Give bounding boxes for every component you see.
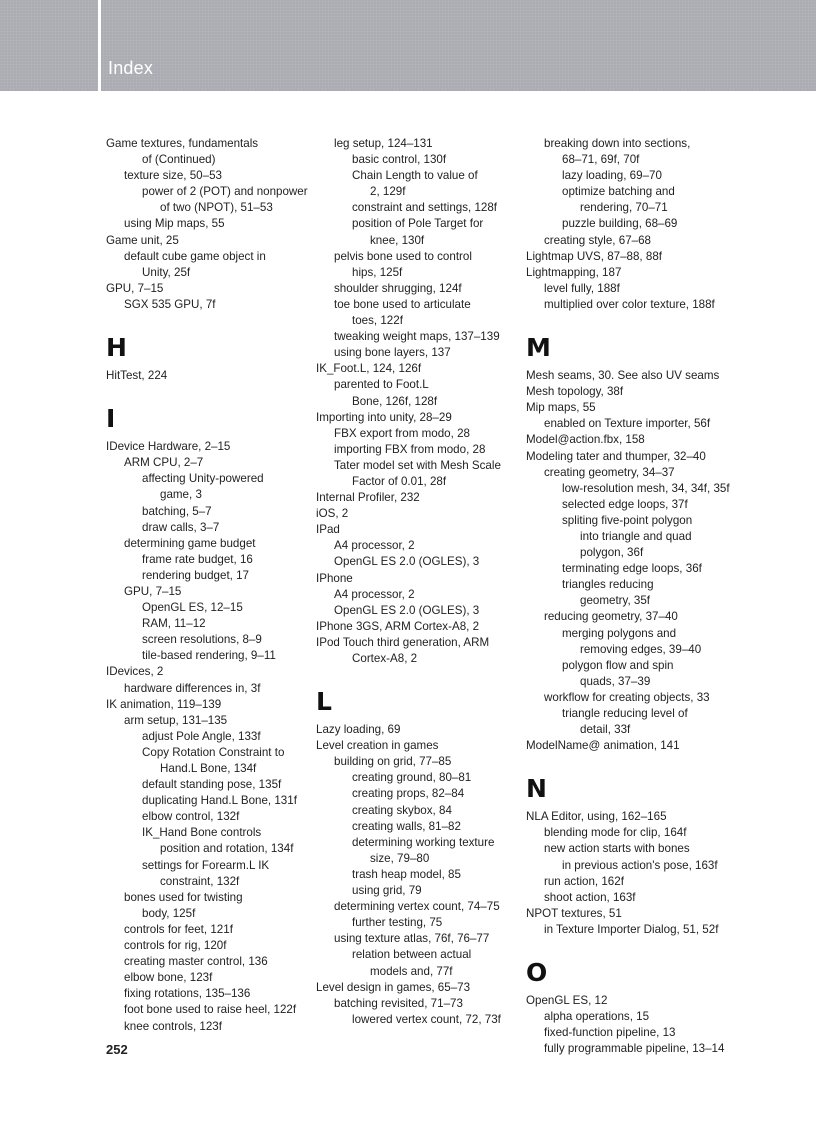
index-entry: A4 processor, 2 [334,539,415,553]
index-entry: new action starts with bones [544,842,690,856]
index-entry: size, 79–80 [370,851,430,865]
index-entry: settings for Forearm.L IK [142,858,270,872]
index-entry: breaking down into sections, [544,137,691,150]
index-entry: HitTest, 224 [106,369,168,383]
index-entry: workflow for creating objects, 33 [544,690,710,704]
index-entry: NLA Editor, using, 162–165 [526,810,667,824]
index-entry: knee, 130f [370,233,425,247]
index-entry: shoulder shrugging, 124f [334,281,462,295]
index-entry: detail, 33f [580,723,631,737]
index-entry: Hand.L Bone, 134f [160,762,257,775]
index-entry: NPOT textures, 51 [526,906,622,920]
index-entry: building on grid, 77–85 [334,755,452,769]
index-entry: spliting five-point polygon [562,513,693,527]
index-entry: Modeling tater and thumper, 32–40 [526,449,706,463]
section-letter-m: M [526,333,551,363]
index-entry: 68–71, 69f, 70f [562,153,640,167]
section-letter-i: I [106,404,116,434]
index-entry: creating geometry, 34–37 [544,465,675,479]
index-entry: A4 processor, 2 [334,587,415,601]
index-entry: creating walls, 81–82 [352,819,461,833]
index-entry: OpenGL ES, 12–15 [142,601,243,615]
index-entry: Chain Length to value of [352,169,478,183]
index-entry: SGX 535 GPU, 7f [124,297,216,311]
index-entry: optimize batching and [562,185,675,199]
index-entry: leg setup, 124–131 [334,137,433,150]
index-entry: using texture atlas, 76f, 76–77 [334,932,490,946]
index-entry: ModelName@ animation, 141 [526,739,680,753]
index-entry: Mesh seams, 30. See also UV seams [526,369,720,383]
index-entry: adjust Pole Angle, 133f [142,729,261,743]
index-entry: GPU, 7–15 [124,584,182,598]
index-entry: using grid, 79 [352,884,422,898]
index-entry: screen resolutions, 8–9 [142,633,262,647]
index-entry: foot bone used to raise heel, 122f [124,1003,297,1017]
index-entry: batching, 5–7 [142,504,212,518]
index-entry: Internal Profiler, 232 [316,491,420,505]
index-entry: creating style, 67–68 [544,233,651,247]
index-entry: determining vertex count, 74–75 [334,900,500,914]
index-entry: GPU, 7–15 [106,281,164,295]
index-entry: Cortex-A8, 2 [352,652,418,665]
index-entry: IK_Hand Bone controls [142,826,262,840]
index-entry: Factor of 0.01, 28f [352,474,447,488]
index-entry: Lightmapping, 187 [526,265,622,279]
index-entry: parented to Foot.L [334,378,429,392]
index-entry: determining game budget [124,536,256,550]
index-entry: Bone, 126f, 128f [352,394,438,408]
index-entry: ARM CPU, 2–7 [124,456,204,470]
section-letter-o: O [526,958,548,988]
index-entry: elbow bone, 123f [124,971,213,985]
index-entry: removing edges, 39–40 [580,642,702,656]
index-entry: shoot action, 163f [544,890,636,904]
index-entry: arm setup, 131–135 [124,713,228,727]
index-entry: trash heap model, 85 [352,867,461,881]
index-entry: toes, 122f [352,314,403,328]
index-entry: creating skybox, 84 [352,803,452,817]
page-number: 252 [106,1042,128,1057]
index-entry: lazy loading, 69–70 [562,169,662,183]
index-entry: Lazy loading, 69 [316,723,401,737]
index-entry: Unity, 25f [142,265,191,279]
index-entry: Importing into unity, 28–29 [316,410,452,424]
index-entry: selected edge loops, 37f [562,497,688,511]
section-letter-h: H [106,333,127,363]
index-entry: position and rotation, 134f [160,842,294,856]
header-title: Index [108,58,154,78]
index-entry: puzzle building, 68–69 [562,217,678,231]
index-entry: tweaking weight maps, 137–139 [334,330,500,344]
index-entry: position of Pole Target for [352,217,484,231]
index-entry: further testing, 75 [352,916,443,930]
index-entry: hips, 125f [352,265,403,279]
index-entry: constraint and settings, 128f [352,201,498,215]
index-entry: Game unit, 25 [106,233,179,247]
index-entry: controls for feet, 121f [124,922,233,936]
index-entry: using bone layers, 137 [334,346,451,360]
index-entry: Mip maps, 55 [526,401,596,415]
index-entry: quads, 37–39 [580,674,651,688]
index-entry: constraint, 132f [160,874,240,888]
index-entry: power of 2 (POT) and nonpower [142,185,308,199]
index-entry: using Mip maps, 55 [124,217,225,231]
index-entry: IDevice Hardware, 2–15 [106,440,231,454]
index-entry: IPhone [316,571,353,585]
index-entry: duplicating Hand.L Bone, 131f [142,794,297,808]
index-entry: multiplied over color texture, 188f [544,297,715,311]
index-entry: Level creation in games [316,739,439,753]
index-entry: Game textures, fundamentals [106,137,259,150]
index-entry: IK animation, 119–139 [106,697,222,711]
index-entry: controls for rig, 120f [124,939,227,953]
index-entry: FBX export from modo, 28 [334,426,470,440]
index-entry: rendering, 70–71 [580,201,668,215]
header-divider [98,0,101,91]
index-entry: IPad [316,523,340,537]
index-entry: polygon flow and spin [562,658,674,672]
index-entry: models and, 77f [370,964,453,978]
index-entry: default cube game object in [124,249,266,263]
index-entry: of two (NPOT), 51–53 [160,201,273,215]
index-entry: blending mode for clip, 164f [544,826,687,840]
index-entry: in Texture Importer Dialog, 51, 52f [544,922,719,936]
index-entry: Model@action.fbx, 158 [526,433,645,447]
index-entry: bones used for twisting [124,890,243,904]
index-entry: importing FBX from modo, 28 [334,442,486,456]
index-entry: RAM, 11–12 [142,617,206,631]
index-entry: creating props, 82–84 [352,787,465,801]
index-entry: determining working texture [352,835,495,849]
index-entry: IPhone 3GS, ARM Cortex-A8, 2 [316,619,480,633]
index-entry: game, 3 [160,488,202,502]
index-entry: batching revisited, 71–73 [334,996,463,1010]
index-entry: affecting Unity-powered [142,472,264,486]
index-entry: iOS, 2 [316,507,349,521]
index-entry: draw calls, 3–7 [142,520,220,534]
index-entry: IPod Touch third generation, ARM [316,635,490,649]
index-entry: Mesh topology, 38f [526,385,624,399]
index-column-2 [316,136,524,1028]
index-column-1 [106,136,316,1035]
index-entry: lowered vertex count, 72, 73f [352,1012,501,1026]
index-entry: tile-based rendering, 9–11 [142,649,276,663]
index-entry: Lightmap UVS, 87–88, 88f [526,249,662,263]
index-entry: IK_Foot.L, 124, 126f [316,362,422,376]
index-entry: low-resolution mesh, 34, 34f, 35f [562,481,730,495]
page-header [0,0,816,91]
index-entry: OpenGL ES 2.0 (OGLES), 3 [334,555,480,569]
index-entry: toe bone used to articulate [334,297,471,311]
index-entry: body, 125f [142,906,196,920]
index-entry: IDevices, 2 [106,665,164,679]
index-entry: pelvis bone used to control [334,249,472,263]
index-entry: fixed-function pipeline, 13 [544,1026,676,1040]
index-entry: hardware differences in, 3f [124,681,261,695]
index-entry: Level design in games, 65–73 [316,980,471,994]
index-column-3 [526,136,730,1057]
index-entry: frame rate budget, 16 [142,552,253,566]
index-entry: level fully, 188f [544,281,620,295]
index-entry: 2, 129f [370,185,406,199]
index-entry: terminating edge loops, 36f [562,562,702,576]
section-letter-n: N [526,774,547,804]
index-entry: creating master control, 136 [124,955,268,969]
index-entry: texture size, 50–53 [124,169,222,183]
index-entry: OpenGL ES 2.0 (OGLES), 3 [334,603,480,617]
index-entry: polygon, 36f [580,546,644,560]
index-entry: default standing pose, 135f [142,778,282,792]
index-entry: into triangle and quad [580,529,692,543]
index-entry: merging polygons and [562,626,677,640]
index-entry: run action, 162f [544,874,624,888]
index-entry: creating ground, 80–81 [352,771,472,785]
index-entry: elbow control, 132f [142,810,240,824]
index-entry: rendering budget, 17 [142,568,250,582]
index-entry: enabled on Texture importer, 56f [544,417,711,431]
index-entry: alpha operations, 15 [544,1010,650,1024]
index-entry: fully programmable pipeline, 13–14 [544,1042,725,1056]
index-entry: Copy Rotation Constraint to [142,745,285,759]
index-entry: reducing geometry, 37–40 [544,610,678,624]
index-entry: relation between actual [352,948,472,962]
index-entry: triangles reducing [562,578,654,592]
index-entry: knee controls, 123f [124,1019,222,1033]
index-entry: of (Continued) [142,153,216,167]
index-entry: fixing rotations, 135–136 [124,987,251,1001]
index-entry: triangle reducing level of [562,707,688,720]
index-entry: in previous action's pose, 163f [562,858,718,872]
index-entry: Tater model set with Mesh Scale [334,458,501,472]
section-letter-l: L [316,687,332,717]
index-entry: basic control, 130f [352,153,447,167]
index-entry: OpenGL ES, 12 [526,994,608,1008]
index-entry: geometry, 35f [580,594,651,608]
